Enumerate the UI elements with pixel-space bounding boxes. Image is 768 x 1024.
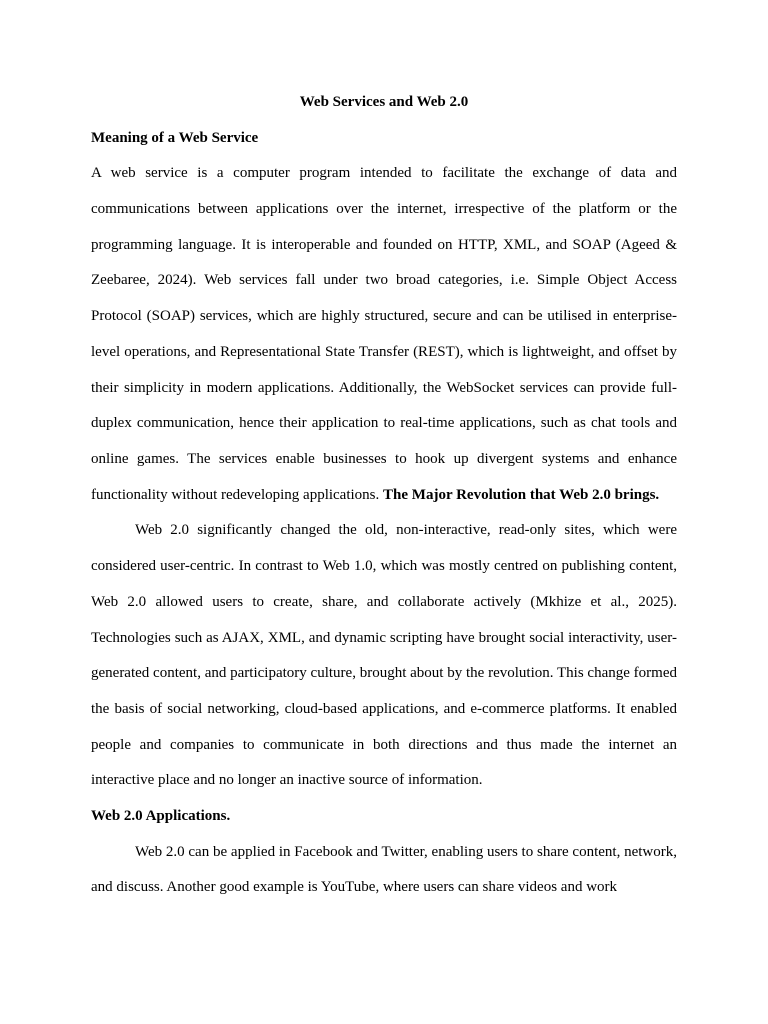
document-title: Web Services and Web 2.0 — [299, 94, 469, 110]
paragraph-revolution: Web 2.0 significantly changed the old, non-interactive, read-only sites, which were considered user-centric. In contrast to Web 1.0, which was mostly centred on publishing content, Web 2.0 allowed users to create, share, and collaborate actively (Mkhize et al., 2025). Technologies such as AJAX, XML, and dynamic scripting have brought social interactivity, user-generated content, and participatory culture, brought about by the revolution. This change formed the basis of social networking, cloud-based applications, and e-commerce platforms. It enabled people and companies to communicate in both directions and thus made the internet an interactive place and no longer an inactive source of information. — [91, 522, 677, 789]
section-heading-applications: Web 2.0 Applications. — [91, 808, 231, 825]
section-heading-revolution: The Major Revolution that Web 2.0 brings. — [383, 486, 660, 503]
section-heading-web-service: Meaning of a Web Service — [91, 129, 259, 146]
paragraph-applications: Web 2.0 can be applied in Facebook and Twitter, enabling users to share content, network, and discuss. Another good example is YouTube, where users can share videos and work — [91, 843, 677, 896]
paragraph-web-service — [91, 156, 677, 513]
document-body — [91, 85, 677, 906]
paragraph-web-service-text: A web service is a computer program intended to facilitate the exchange of data and communications between applications over the internet, irrespective of the platform or the programming language. It is interoperable and founded on HTTP, XML, and SOAP (Ageed & Zeebaree, 2024). Web services fall under two broad categories, i.e. Simple Object Access Protocol (SOAP) services, which are highly structured, secure and can be utilised in enterprise-level operations, and Representational State Transfer (REST), which is lightweight, and offset by their simplicity in modern applications. Additionally, the WebSocket services can provide full-duplex communication, hence their application to real-time applications, such as chat tools and online games. The services enable businesses to hook up divergent systems and enhance functionality without redeveloping applications. — [91, 165, 677, 503]
